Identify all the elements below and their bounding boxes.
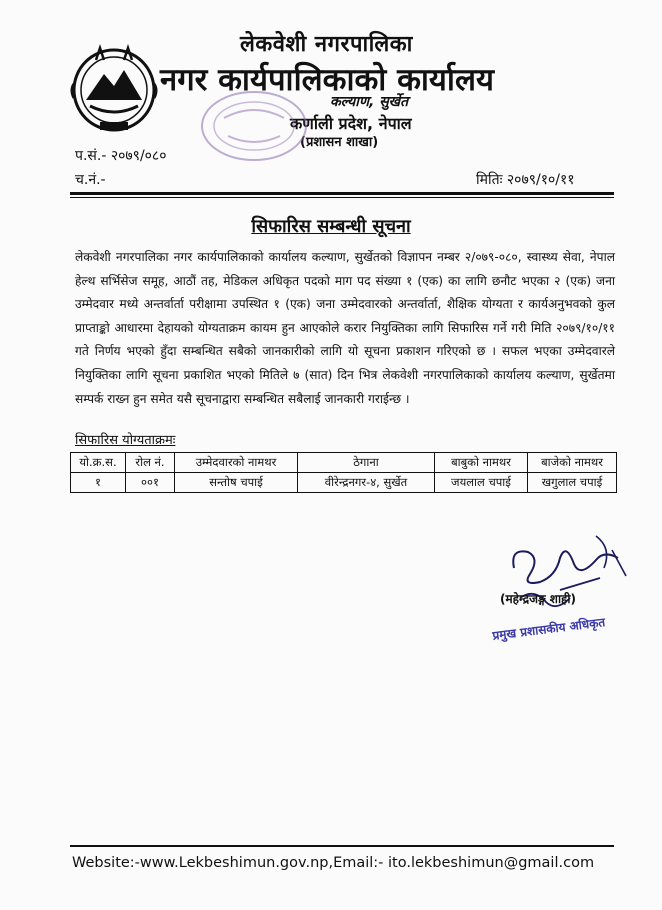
header-grandfather-name: बाजेको नामथर [528,453,617,473]
header-serial: यो.क्र.स. [71,453,126,473]
letter-number: प.सं.- २०७९/०८० [75,148,167,164]
table-header-row [71,453,617,473]
header-roll: रोल नं. [126,453,175,473]
notice-title: सिफारिस सम्बन्धी सूचना [251,216,411,237]
branch-name: (प्रशासन शाखा) [300,135,379,150]
header-address: ठेगाना [298,453,435,473]
office-name: नगर कार्यपालिकाको कार्यालय [160,62,494,98]
cell-roll: ००१ [126,473,175,493]
notice-body: लेकवेशी नगरपालिका नगर कार्यपालिकाको कार्यालय कल्याण, सुर्खेतको विज्ञापन नम्बर २/०७९-०८०, स्वास्थ्य सेवा, नेपाल हेल्थ सर्भिसेज समूह, आठौं तह, मेडिकल अधिकृत पदको माग पद संख्या १ (एक) का लागि छनौट भएका २ (एक) जना उम्मेदवार मध्ये अन्तर्वार्ता परीक्षामा उपस्थित १ (एक) जना उम्मेदवारको अन्तर्वार्ता, शैक्षिक योग्यता र कार्यअनुभवको कुल प्राप्ताङ्को आधारमा देहायको योग्यताक्रम कायम हुन आएकोले करार नियुक्तिका लागि सिफारिस गर्ने गरी मिति २०७९/१०/११ गते निर्णय भएको हुँदा सम्बन्धित सबैको जानकारीको लागि यो सूचना प्रकाशन गरिएको छ । सफल भएका उम्मेदवारले नियुक्तिका लागि सूचना प्रकाशित भएको मितिले ७ (सात) दिन भित्र लेकवेशी नगरपालिकाको कार्यालय कल्याण, सुर्खेतमा सम्पर्क राख्न हुन समेत यसै सूचनाद्वारा सम्बन्धित सबैलाई जानकारी गराईन्छ । [75,250,615,406]
recommendation-table [70,452,617,493]
signatory-name: (महेन्द्रजङ्ग शाही) [500,592,577,606]
nepal-emblem-logo [66,40,162,136]
recommendation-label: सिफारिस योग्यताक्रमः [75,433,176,448]
notice-title-wrap [0,214,662,238]
signatory-title: प्रमुख प्रशासकीय अधिकृत [491,615,606,643]
municipality-name: लेकवेशी नगरपालिका [240,32,413,57]
cell-father-name: जयलाल चपाई [435,473,528,493]
header-divider-thin [70,197,614,198]
letter-date: मितिः २०७९/१०/११ [476,172,575,188]
footer-contact: Website:-www.Lekbeshimun.gov.np,Email:- ito.lekbeshimun@gmail.com [72,855,595,871]
dispatch-number: च.नं.- [75,172,106,188]
header-candidate-name: उम्मेदवारको नामथर [175,453,298,473]
cell-candidate-name: सन्तोष चपाई [175,473,298,493]
footer-divider [70,845,614,847]
cell-grandfather-name: खगुलाल चपाई [528,473,617,493]
cell-address: वीरेन्द्रनगर-४, सुर्खेत [298,473,435,493]
office-address: कल्याण, सुर्खेत [330,94,409,110]
office-stamp [198,88,310,164]
header-divider-thick [70,192,614,195]
province-name: कर्णाली प्रदेश, नेपाल [290,114,412,133]
cell-serial: १ [71,473,126,493]
table-row [71,473,617,493]
header-father-name: बाबुको नामथर [435,453,528,473]
